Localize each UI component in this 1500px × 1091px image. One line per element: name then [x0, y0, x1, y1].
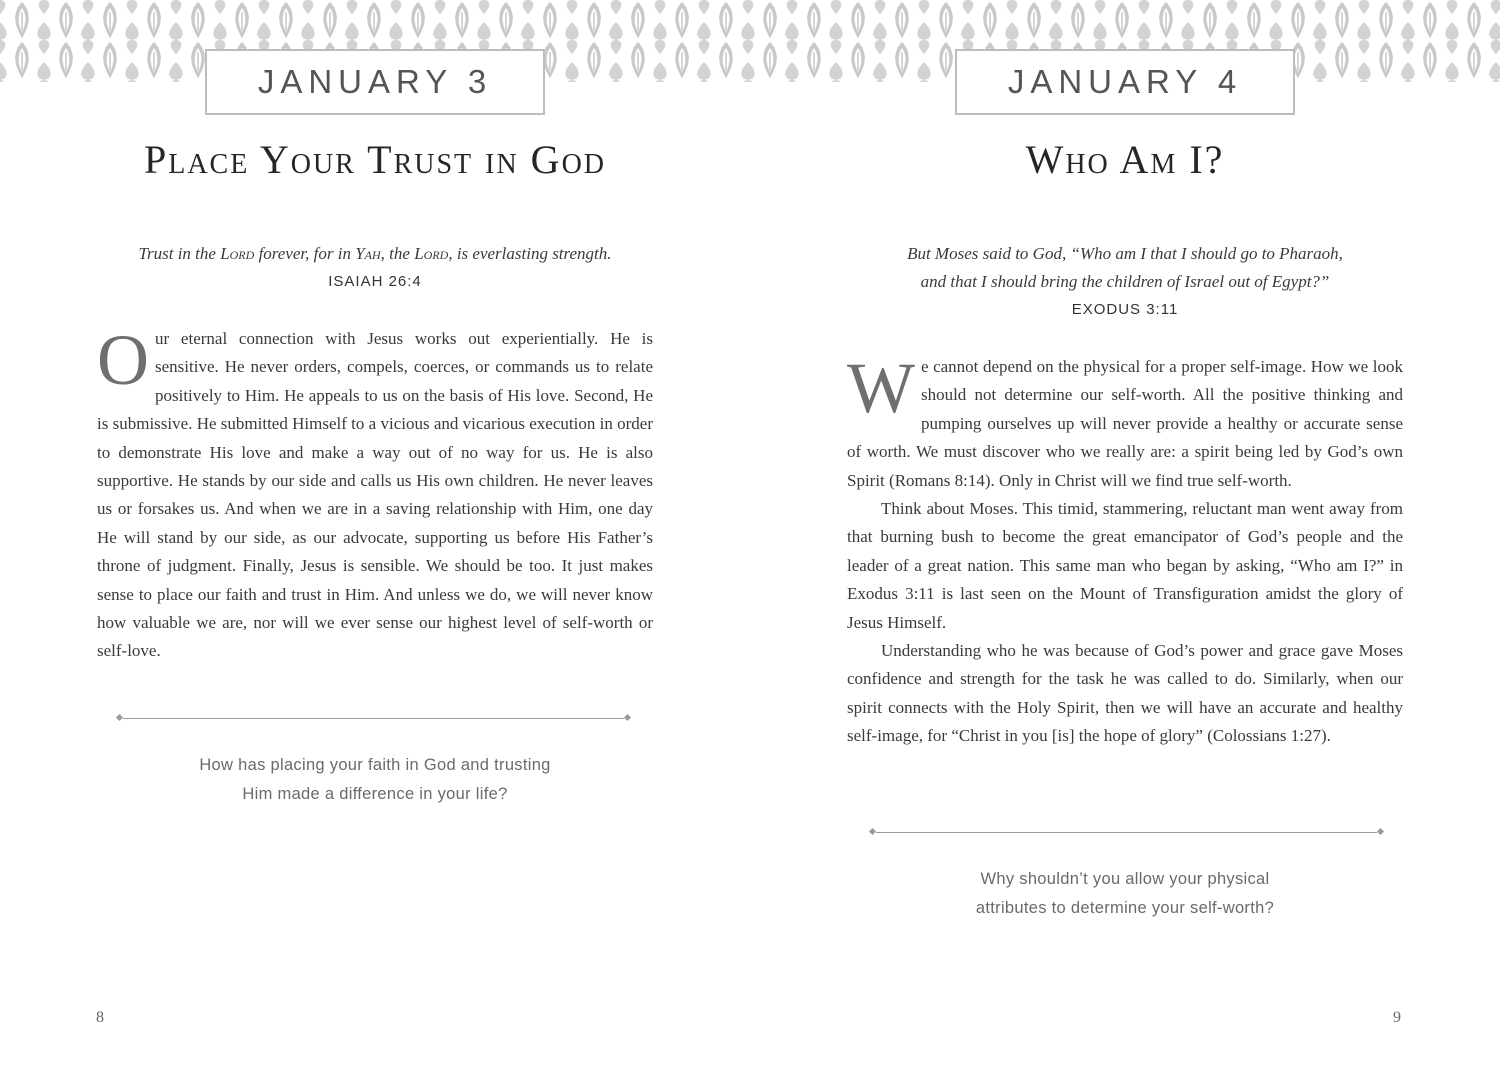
date-heading: JANUARY 3: [205, 49, 545, 115]
page-number: 8: [96, 1009, 104, 1026]
reflection-question: Why shouldn’t you allow your physical attributes to determine your self-worth?: [975, 870, 1275, 917]
verse-text: Trust in the Lord forever, for in Yah, the Lord, is everlasting strength.: [138, 244, 612, 263]
verse-line: But Moses said to God, “Who am I that I should go to Pharaoh,: [907, 244, 1343, 263]
scripture-verse: [100, 240, 650, 296]
body-paragraph: Our eternal connection with Jesus works out experientially. He is sensitive. He never orders, compels, coerces, or commands us to relate positively to Him. He appeals to us on the basis of His love. Second, He is submissive. He submitted Himself to a vicious and vicarious execution in order to demonstrate His love and make a way out of no way for us. He is also supportive. He stands by our side and calls us His own children. He never leaves us or forsakes us. And when we are in a saving relationship with Him, one day He will stand by our side, as our advocate, supporting us before His Father’s throne of judgment. Finally, Jesus is sensible. We should be too. It just makes sense to place our faith and trust in Him. And unless we do, we will never know how valuable we are, nor will we ever sense our highest level of self-worth or self-love.: [97, 320, 653, 661]
body-paragraph: We cannot depend on the physical for a proper self-image. How we look should not determine our self-worth. All the positive thinking and pumping ourselves up will never provide a healthy or accurate sense of worth. We must discover who we really are: a spirit being led by God’s own Spirit (Romans 8:14). Only in Christ will we find true self-worth.: [847, 348, 1403, 490]
page-number: 9: [1393, 1009, 1401, 1026]
date-heading: JANUARY 4: [955, 49, 1295, 115]
devotional-body: [97, 320, 653, 666]
body-paragraph: Think about Moses. This timid, stammering, reluctant man went away from that burning bush to become the great emancipator of God’s people and the leader of a great nation. This same man who began by asking, “Who am I?” in Exodus 3:11 is last seen on the Mount of Transfiguration amidst the glory of Jesus Himself.: [847, 499, 1403, 632]
section-divider: [870, 827, 1383, 837]
right-page: [750, 0, 1500, 1091]
drop-cap: O: [97, 320, 149, 400]
verse-line: and that I should bring the children of Israel out of Egypt?”: [920, 272, 1330, 291]
verse-reference: ISAIAH 26:4: [328, 273, 422, 290]
body-paragraph: Understanding who he was because of God’s power and grace gave Moses confidence and strength for the task he was called to do. Similarly, when our spirit connects with the Holy Spirit, then we will have an accurate and healthy self-image, for “Christ in you [is] the hope of glory” (Colossians 1:27).: [847, 641, 1403, 746]
reflection-question: How has placing your faith in God and trusting Him made a difference in your life?: [199, 756, 551, 803]
drop-cap: W: [847, 348, 915, 428]
devotional-title: Who Am I?: [1025, 137, 1225, 182]
devotional-title: Place Your Trust in God: [143, 137, 607, 182]
scripture-verse: [860, 240, 1390, 324]
verse-reference: EXODUS 3:11: [1071, 301, 1179, 318]
section-divider: [117, 713, 630, 723]
devotional-body: [847, 348, 1403, 751]
